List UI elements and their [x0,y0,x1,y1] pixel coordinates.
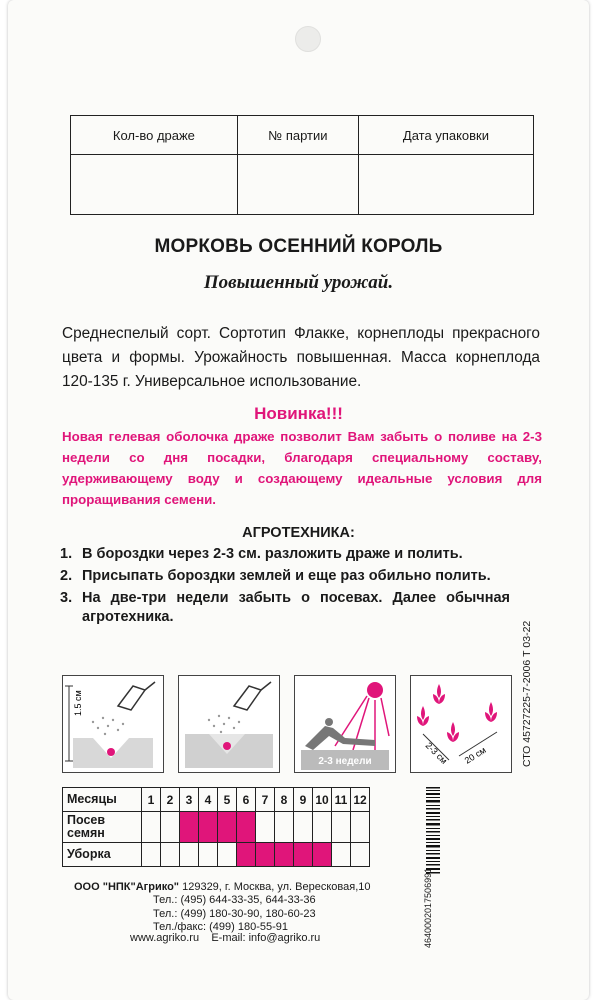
weeks-label: 2-3 недели [318,756,372,767]
sowing-month-cell [237,812,256,843]
quantity-cell [71,155,238,215]
month-cell: 7 [256,788,275,812]
sowing-month-cell [256,812,275,843]
company-contacts [153,894,316,935]
month-cell: 11 [332,788,351,812]
batch-header: № партии [237,116,358,155]
month-cell: 4 [199,788,218,812]
harvest-month-cell [142,843,161,867]
sowing-month-cell [161,812,180,843]
sowing-month-cell [180,812,199,843]
step-item [60,589,510,627]
step-number: 2. [60,568,73,584]
packing-date-cell [358,155,533,215]
fax-line: Тел./факс: (499) 180-55-91 [153,921,288,933]
planting-calendar [62,787,370,867]
sowing-month-cell [218,812,237,843]
month-cell: 8 [275,788,294,812]
harvest-month-cell [180,843,199,867]
spacing-pictogram [410,675,512,773]
resting-pictogram [294,675,396,773]
packing-date-header: Дата упаковки [358,116,533,155]
packing-info-table [70,115,534,215]
company-address: 129329, г. Москва, ул. Вересковая,10 [182,881,371,893]
spacing-a-label: 2-3 см [423,740,450,766]
harvest-month-cell [161,843,180,867]
product-subtitle: Повышенный урожай. [203,272,394,293]
product-description: Среднеспелый сорт. Сортотип Флакке, корнеплоды прекрасного цвета и формы. Урожайность повышенная. Масса корнеплода 120-135 г. Универсальное использование. [62,325,540,390]
sowing-month-cell [332,812,351,843]
step-item [60,567,510,586]
month-cell: 6 [237,788,256,812]
company-info [74,881,370,895]
batch-cell [237,155,358,215]
sowing-month-cell [142,812,161,843]
step-text: На две-три недели забыть о посевах. Далее обычная агротехника. [82,590,510,625]
web-contacts [130,932,320,944]
month-cell: 1 [142,788,161,812]
months-label: Месяцы [63,788,142,812]
phone-line: Тел.: (499) 180-30-90, 180-60-23 [153,907,316,920]
sun-icon [295,676,395,772]
watering-can-icon [63,676,163,772]
harvest-month-cell [237,843,256,867]
quantity-header: Кол-во драже [71,116,238,155]
step-number: 3. [60,590,73,606]
month-cell: 9 [294,788,313,812]
agrotechnics-steps [60,545,510,630]
harvest-month-cell [332,843,351,867]
sowing-month-cell [351,812,370,843]
novelty-text: Новая гелевая оболочка драже позволит Вам забыть о поливе на 2-3 недели со дня посадки, благодаря специальному составу, удерживающему воду и создающему идеальные условия для проращивания семени. [62,429,542,507]
harvest-month-cell [218,843,237,867]
month-cell: 2 [161,788,180,812]
agrotechnics-heading: АГРОТЕХНИКА: [242,525,355,541]
month-cell: 3 [180,788,199,812]
company-name: ООО "НПК"Агрико" [74,881,180,893]
harvest-month-cell [256,843,275,867]
sowing-month-cell [294,812,313,843]
harvest-month-cell [313,843,332,867]
sowing-depth-pictogram [62,675,164,773]
harvest-month-cell [275,843,294,867]
harvest-label: Уборка [63,843,142,867]
month-cell: 12 [351,788,370,812]
product-title: МОРКОВЬ ОСЕННИЙ КОРОЛЬ [154,236,443,257]
novelty-heading: Новинка!!! [254,404,343,423]
step-item [60,545,510,564]
phone-line: Тел.: (495) 644-33-35, 644-33-36 [153,894,316,906]
sowing-month-cell [275,812,294,843]
email-link[interactable]: E-mail: info@agriko.ru [211,932,321,944]
step-text: В бороздки через 2-3 см. разложить драже и полить. [82,546,463,562]
website-link[interactable]: www.agriko.ru [130,932,200,944]
month-cell: 5 [218,788,237,812]
step-text: Присыпать бороздки землей и еще раз обильно полить. [82,568,491,584]
harvest-month-cell [294,843,313,867]
harvest-month-cell [351,843,370,867]
step-number: 1. [60,546,73,562]
barcode-icon [426,787,440,874]
sowing-month-cell [199,812,218,843]
barcode-number: 4640002017506991 [423,867,433,948]
standard-code: СТО 45727225-7-2006 Т 03-22 [521,620,533,767]
watering-can-icon [179,676,279,772]
sprout-icon [411,676,511,772]
month-cell: 10 [313,788,332,812]
sowing-label: Посев семян [63,812,142,843]
harvest-month-cell [199,843,218,867]
spacing-b-label: 20 см [462,744,488,766]
watering-pictogram [178,675,280,773]
depth-label: 1.5 см [73,690,83,716]
hang-hole [295,26,321,52]
sowing-month-cell [313,812,332,843]
